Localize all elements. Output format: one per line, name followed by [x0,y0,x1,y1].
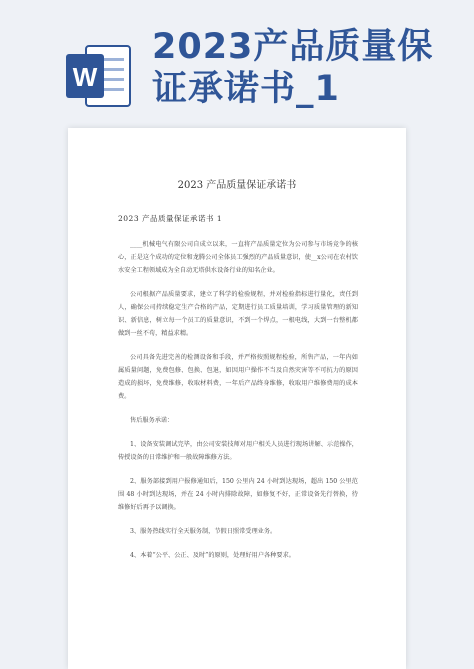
paragraph-service-3: 3、服务热线实行全天服务制，节假日照常受理业务。 [130,528,277,535]
word-document-icon [66,42,132,110]
paragraph-service-1: 1、设备安装调试完毕，由公司安装技师对用户相关人员进行现场讲解、示范操作，传授设备的日常维护和一般故障维修方法。 [118,441,358,461]
paragraph-service-heading: 售后服务承诺： [130,417,174,424]
paragraph-quality-system: 公司根据产品质量要求，建立了科学的检验规程，并对检验指标进行量化，责任到人，确保公司持续稳定生产合格的产品，定期进行员工质量培训，学习质量管理的新知识、新信息，树立每一个员工的质量意识，不到一个焊点，一根电线，大到一台整机都做到一丝不苟，精益求精。 [118,291,358,337]
banner-title: 2023产品质量保证承诺书_1 [152,27,434,109]
paragraph-service-4: 4、本着“公平、公正、及时”的原则，处理好用户各种要求。 [130,552,295,559]
document-subtitle: 2023 产品质量保证承诺书 1 [118,214,223,223]
document-body [118,238,358,573]
banner [0,0,474,125]
paragraph-warranty: 公司具备先进完善的检测设备和手段，并严格按照规程检验，所售产品，一年内如属质量问题，免费包修、包换、包退，如因用户操作不当及自然灾害等不可抗力的原因造成的损坏，免费维修，收取材料费，一年后产品终身维修，收取用户维修费用的成本费。 [118,354,358,400]
paragraph-intro: ____机械电气有限公司自成立以来，一直将产品质量定位为公司参与市场竞争的核心，正是这个成功的定位和龙腾公司全体员工强烈的产品质量意识，使__x公司在农村饮水安全工程领域成为全自动无塔供水设备行业的知名企业。 [118,241,358,274]
document-page [68,128,406,669]
document-title: 2023 产品质量保证承诺书 [177,180,297,191]
paragraph-service-2: 2、服务部接到用户报修通知后，150 公里内 24 小时到达现场，超出 150 公里范围 48 小时到达现场，并在 24 小时内排除故障，如修复不好，正常设备先行替换，待维修好后再予以调换。 [118,478,358,511]
svg-text:W: W [72,62,98,92]
